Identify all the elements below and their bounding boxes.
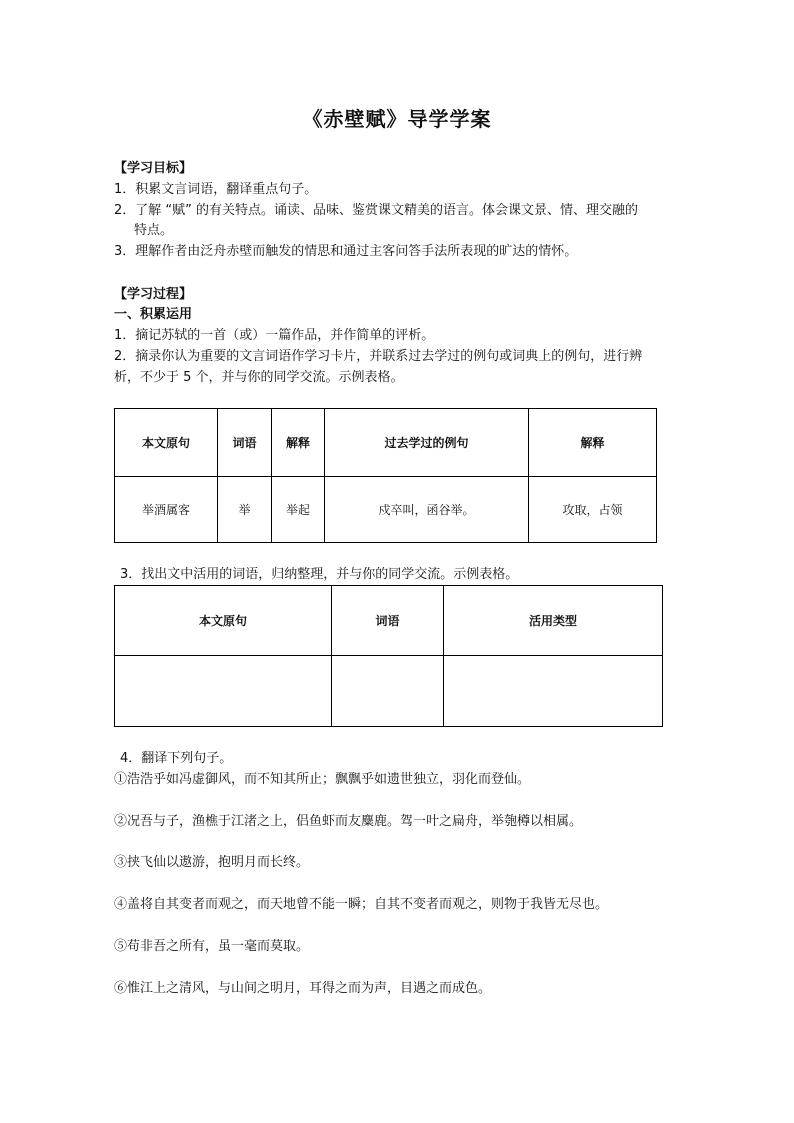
table-cell	[332, 656, 444, 727]
process-item-3: 3．找出文中活用的词语，归纳整理，并与你的同学交流。示例表格。	[120, 567, 519, 582]
process-item-4: 4．翻译下列句子。	[120, 751, 233, 766]
translation-sentence-5: ⑤苟非吾之所有，虽一毫而莫取。	[114, 939, 310, 954]
process-item-1: 1．摘记苏轼的一首（或）一篇作品，并作简单的评析。	[114, 328, 435, 343]
inflection-table	[114, 585, 663, 727]
table-header-cell: 词语	[218, 409, 272, 477]
section-heading-process: 【学习过程】	[114, 287, 193, 302]
translation-sentence-2: ②况吾与子，渔樵于江渚之上，侣鱼虾而友麋鹿。驾一叶之扁舟，举匏樽以相属。	[114, 814, 583, 829]
table-header-cell: 活用类型	[444, 586, 663, 656]
goal-item-2-continued: 特点。	[134, 223, 174, 238]
table-cell	[444, 656, 663, 727]
translation-sentence-1: ①浩浩乎如冯虚御风，而不知其所止；飘飘乎如遗世独立，羽化而登仙。	[114, 772, 531, 787]
table-row	[115, 656, 663, 727]
document-title: 《赤壁赋》导学学案	[302, 107, 492, 131]
table-header-row	[115, 409, 657, 477]
vocabulary-table	[114, 408, 657, 543]
table-header-cell: 过去学过的例句	[325, 409, 529, 477]
table-cell	[115, 656, 332, 727]
sub-heading-accumulate: 一、积累运用	[114, 307, 193, 322]
table-header-cell: 词语	[332, 586, 444, 656]
table-header-cell: 解释	[529, 409, 657, 477]
translation-sentence-4: ④盖将自其变者而观之，而天地曾不能一瞬；自其不变者而观之，则物于我皆无尽也。	[114, 897, 609, 912]
translation-sentence-6: ⑥惟江上之清风，与山间之明月，耳得之而为声，目遇之而成色。	[114, 981, 492, 996]
table-cell: 举	[218, 477, 272, 543]
section-heading-goals: 【学习目标】	[114, 161, 193, 176]
process-item-2: 2．摘录你认为重要的文言词语作学习卡片，并联系过去学过的例句或词典上的例句，进行辨	[114, 349, 643, 364]
table-header-row	[115, 586, 663, 656]
goal-item-3: 3．理解作者由泛舟赤壁而触发的情思和通过主客问答手法所表现的旷达的情怀。	[114, 244, 578, 259]
translation-sentence-3: ③挟飞仙以遨游，抱明月而长终。	[114, 855, 310, 870]
table-cell: 戍卒叫，函谷举。	[325, 477, 529, 543]
goal-item-1: 1．积累文言词语，翻译重点句子。	[114, 182, 318, 197]
table-row	[115, 477, 657, 543]
process-item-2-continued: 析，不少于 5 个，并与你的同学交流。示例表格。	[114, 370, 404, 385]
table-header-cell: 本文原句	[115, 586, 332, 656]
table-cell: 举酒属客	[115, 477, 218, 543]
goal-item-2: 2．了解 “赋” 的有关特点。诵读、品味、鉴赏课文精美的语言。体会课文景、情、理交融的	[114, 203, 639, 218]
table-header-cell: 本文原句	[115, 409, 218, 477]
table-cell: 举起	[272, 477, 325, 543]
table-cell: 攻取，占领	[529, 477, 657, 543]
table-header-cell: 解释	[272, 409, 325, 477]
